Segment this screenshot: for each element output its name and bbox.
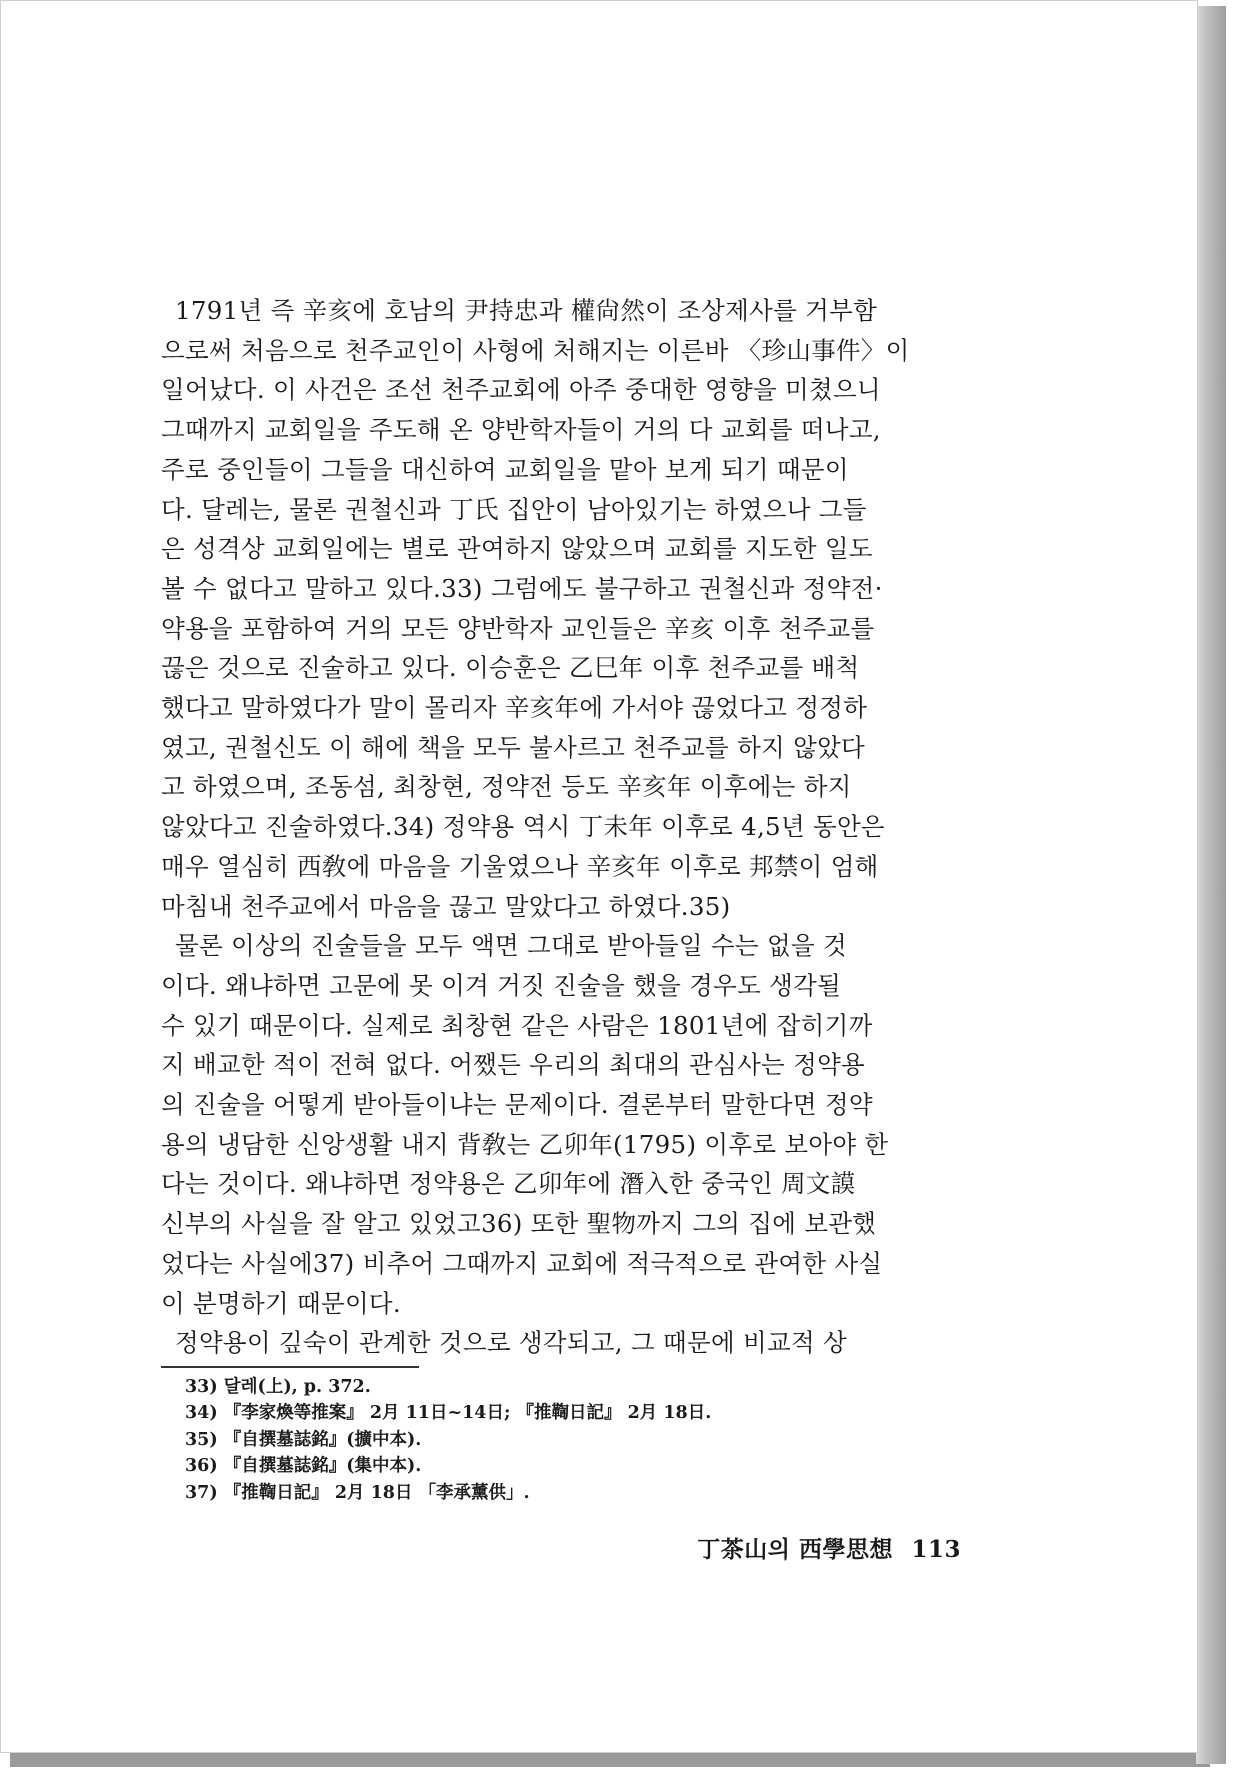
body-line: 그때까지 교회일을 주도해 온 양반학자들이 거의 다 교회를 떠나고, (161, 415, 881, 445)
footnote: 36) 『自撰墓誌銘』(集中本). (185, 1456, 422, 1477)
body-line: 으로써 처음으로 천주교인이 사형에 처해지는 이른바 〈珍山事件〉이 (161, 335, 910, 365)
body-line: 고 하였으며, 조동섬, 최창현, 정약전 등도 辛亥年 이후에는 하지 (161, 772, 852, 802)
page-number: 113 (911, 1536, 961, 1563)
body-line: 이 분명하기 때문이다. (161, 1288, 401, 1318)
running-footer (681, 1531, 961, 1564)
body-line: 정약용이 깊숙이 관계한 것으로 생각되고, 그 때문에 비교적 상 (175, 1328, 847, 1358)
body-text (161, 291, 981, 1363)
body-line: 않았다고 진술하였다.34) 정약용 역시 丁未年 이후로 4,5년 동안은 (161, 812, 885, 842)
body-line: 약용을 포함하여 거의 모든 양반학자 교인들은 辛亥 이후 천주교를 (161, 613, 875, 643)
footnote: 33) 달레(上), p. 372. (185, 1377, 371, 1397)
body-line: 은 성격상 교회일에는 별로 관여하지 않았으며 교회를 지도한 일도 (161, 534, 873, 564)
body-line: 매우 열심히 西敎에 마음을 기울였으나 辛亥年 이후로 邦禁이 엄해 (161, 851, 879, 881)
body-line: 물론 이상의 진술들을 모두 액면 그대로 받아들일 수는 없을 것 (175, 931, 847, 961)
body-line: 다는 것이다. 왜냐하면 정약용은 乙卯年에 潛入한 중국인 周文謨 (161, 1169, 856, 1199)
body-line: 했다고 말하였다가 말이 몰리자 辛亥年에 가서야 끊었다고 정정하 (161, 693, 868, 723)
page-edge (1196, 6, 1226, 1764)
running-title: 丁茶山의 西學思想 (697, 1536, 893, 1563)
body-line: 었다는 사실에37) 비추어 그때까지 교회에 적극적으로 관여한 사실 (161, 1248, 883, 1278)
body-line: 지 배교한 적이 전혀 없다. 어쨌든 우리의 최대의 관심사는 정약용 (161, 1050, 866, 1080)
body-line: 볼 수 없다고 말하고 있다.33) 그럼에도 불구하고 권철신과 정약전· (161, 573, 883, 603)
body-line: 신부의 사실을 잘 알고 있었고36) 또한 聖物까지 그의 집에 보관했 (161, 1209, 877, 1239)
body-line: 용의 냉담한 신앙생활 내지 背敎는 乙卯年(1795) 이후로 보아야 한 (161, 1129, 889, 1159)
body-line: 1791년 즉 辛亥에 호남의 尹持忠과 權尙然이 조상제사를 거부함 (175, 296, 878, 325)
body-line: 수 있기 때문이다. 실제로 최창현 같은 사람은 1801년에 잡히기까 (161, 1010, 873, 1040)
footnotes (185, 1374, 945, 1506)
footnote: 34) 『李家煥等推案』 2月 11日~14日; 『推鞫日記』 2月 18日. (185, 1403, 712, 1424)
body-line: 다. 달레는, 물론 권철신과 丁氏 집안이 남아있기는 하였으나 그들 (161, 494, 867, 524)
body-line: 일어났다. 이 사건은 조선 천주교회에 아주 중대한 영향을 미쳤으니 (161, 375, 881, 405)
body-line: 이다. 왜냐하면 고문에 못 이겨 거짓 진술을 했을 경우도 생각될 (161, 970, 842, 1000)
body-line: 주로 중인들이 그들을 대신하여 교회일을 맡아 보게 되기 때문이 (161, 454, 849, 484)
footnote: 37) 『推鞫日記』 2月 18日 「李承薰供」. (185, 1482, 530, 1503)
body-line: 끊은 것으로 진술하고 있다. 이승훈은 乙巳年 이후 천주교를 배척 (161, 653, 860, 683)
body-line: 의 진술을 어떻게 받아들이냐는 문제이다. 결론부터 말한다면 정약 (161, 1090, 873, 1120)
body-line: 였고, 권철신도 이 해에 책을 모두 불사르고 천주교를 하지 않았다 (161, 732, 866, 762)
footnote: 35) 『自撰墓誌銘』(擴中本). (185, 1429, 422, 1450)
body-line: 마침내 천주교에서 마음을 끊고 말았다고 하였다.35) (161, 891, 731, 921)
footnote-rule (161, 1366, 419, 1368)
